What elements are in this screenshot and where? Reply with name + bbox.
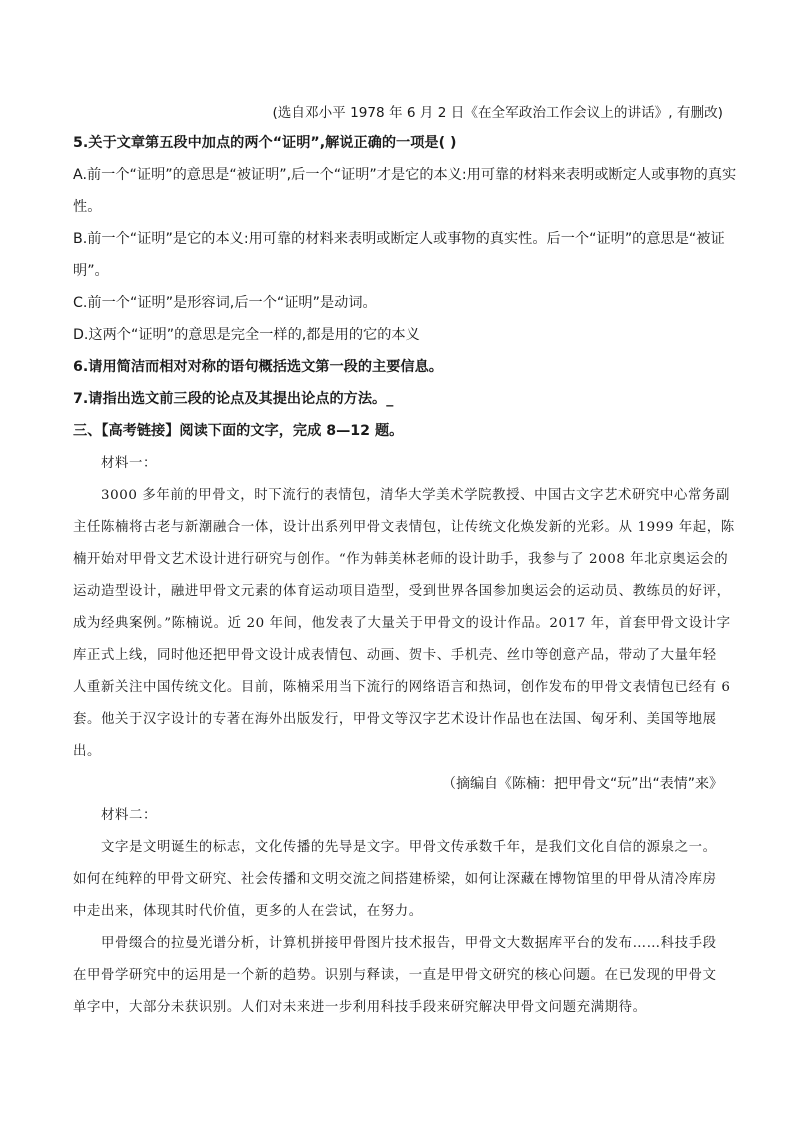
material-1-line: 运动造型设计，融进甲骨文元素的体育运动项目造型，受到世界各国参加奥运会的运动员、教练员的好评， <box>73 584 731 599</box>
q5-option-d: D.这两个“证明”的意思是完全一样的,都是用的它的本义 <box>73 327 420 343</box>
question-5-stem: 5.关于文章第五段中加点的两个“证明”,解说正确的一项是( ) <box>73 135 457 151</box>
material-1-heading: 材料一： <box>101 456 157 471</box>
material-1-source: （摘编自《陈楠：把甲骨文“玩”出“表情”来》 <box>441 776 723 792</box>
q5-option-b-cont: 明”。 <box>73 263 109 279</box>
q5-option-b: B.前一个“证明”是它的本义:用可靠的材料来表明或断定人或事物的真实性。后一个“证明”的意思是“被证 <box>73 231 725 247</box>
material-2-line: 文字是文明诞生的标志，文化传播的先导是文字。甲骨文传承数千年，是我们文化自信的源泉之一。 <box>101 840 717 855</box>
material-2-line: 单字中，大部分未获识别。人们对未来进一步利用科技手段来研究解决甲骨文问题充满期待。 <box>73 1000 647 1015</box>
section-3-heading: 三、【高考链接】阅读下面的文字，完成 8—12 题。 <box>73 423 404 439</box>
material-1-line: 出。 <box>73 744 101 759</box>
source-note: (选自邓小平 1978 年 6 月 2 日《在全军政治工作会议上的讲话》, 有删改) <box>272 105 723 121</box>
q5-option-a: A.前一个“证明”的意思是“被证明”,后一个“证明”才是它的本义:用可靠的材料来表明或断定人或事物的真实 <box>73 167 737 183</box>
material-1-line: 楠开始对甲骨文艺术设计进行研究与创作。“作为韩美林老师的设计助手，我参与了 2008 年北京奥运会的 <box>73 552 729 567</box>
material-2-heading: 材料二： <box>101 808 157 823</box>
question-7: 7.请指出选文前三段的论点及其提出论点的方法。_ <box>73 391 394 407</box>
material-1-line: 套。他关于汉字设计的专著在海外出版发行，甲骨文等汉字艺术设计作品也在法国、匈牙利、美国等地展 <box>73 712 717 727</box>
material-2-line: 如何在纯粹的甲骨文研究、社会传播和文明交流之间搭建桥梁，如何让深藏在博物馆里的甲骨从清冷库房 <box>73 872 717 887</box>
q5-option-a-cont: 性。 <box>73 199 102 215</box>
material-1-line: 库正式上线，同时他还把甲骨文设计成表情包、动画、贺卡、手机壳、丝巾等创意产品，带动了大量年轻 <box>73 648 717 663</box>
material-1-line: 人重新关注中国传统文化。目前，陈楠采用当下流行的网络语言和热词，创作发布的甲骨文表情包已经有 6 <box>73 680 731 695</box>
material-2-line: 甲骨缀合的拉曼光谱分析，计算机拼接甲骨图片技术报告，甲骨文大数据库平台的发布……科技手段 <box>101 936 717 951</box>
material-2-line: 中走出来，体现其时代价值，更多的人在尝试，在努力。 <box>73 904 423 919</box>
material-1-line: 3000 多年前的甲骨文，时下流行的表情包，清华大学美术学院教授、中国古文字艺术研究中心常务副 <box>101 488 730 503</box>
q5-option-c: C.前一个“证明”是形容词,后一个“证明”是动词。 <box>73 295 377 311</box>
material-1-line: 成为经典案例。”陈楠说。近 20 年间，他发表了大量关于甲骨文的设计作品。2017 年，首套甲骨文设计字 <box>73 616 731 631</box>
material-1-line: 主任陈楠将古老与新潮融合一体，设计出系列甲骨文表情包，让传统文化焕发新的光彩。从 1999 年起，陈 <box>73 520 735 535</box>
question-6: 6.请用简洁而相对对称的语句概括选文第一段的主要信息。 <box>73 359 443 375</box>
material-2-line: 在甲骨学研究中的运用是一个新的趋势。识别与释读，一直是甲骨文研究的核心问题。在已发现的甲骨文 <box>73 968 717 983</box>
